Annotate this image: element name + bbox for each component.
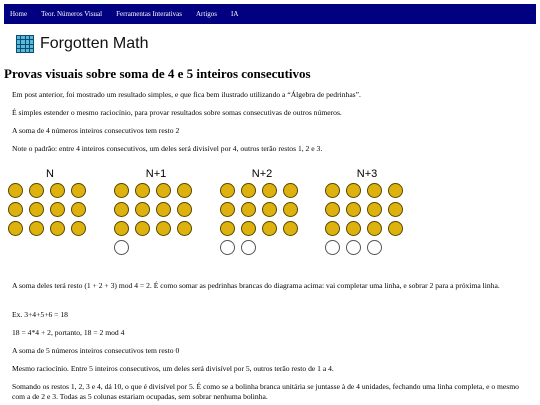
site-logo[interactable]	[16, 35, 149, 53]
pebble-filled	[50, 221, 65, 236]
pebble-filled	[135, 202, 150, 217]
pebble-grid	[8, 183, 92, 240]
pebble-group-label: N+2	[251, 168, 273, 180]
nav-teoria-numeros-visual[interactable]: Teor. Números Visual	[41, 10, 103, 18]
paragraph-pattern: Note o padrão: entre 4 inteiros consecutivos, um deles será divisível por 4, outros terão restos 1, 2 e 3.	[12, 144, 323, 153]
pebble-empty	[114, 240, 129, 255]
pebble-filled	[8, 221, 23, 236]
pebble-filled	[262, 221, 277, 236]
pebble-filled	[388, 221, 403, 236]
pebble-filled	[346, 202, 361, 217]
pebble-filled	[283, 183, 298, 198]
pebble-filled	[177, 202, 192, 217]
pebble-group-4	[325, 168, 409, 259]
pebble-grid	[114, 183, 198, 259]
pebble-filled	[135, 183, 150, 198]
pebble-filled	[8, 183, 23, 198]
pebble-filled	[367, 202, 382, 217]
pebble-group-2	[114, 168, 198, 259]
paragraph-extend: É simples estender o mesmo raciocínio, para provar resultados sobre somas consecutivas de outros números.	[12, 108, 342, 117]
pebble-filled	[388, 202, 403, 217]
top-navbar	[4, 4, 536, 24]
pebble-group-label: N	[46, 168, 54, 180]
pebble-filled	[71, 221, 86, 236]
pebble-filled	[135, 221, 150, 236]
pebble-group-label: N+3	[356, 168, 378, 180]
paragraph-example-mod: 18 = 4*4 + 2, portanto, 18 = 2 mod 4	[12, 328, 125, 337]
paragraph-sum-restos: Somando os restos 1, 2, 3 e 4, dá 10, o que é divisível por 5. É como se a bolinha branca unitária se juntasse à de 4 unidades, fechando uma linha completa, e o mesmo com a de 2 e 3. Todas as 5 colunas estariam ocupadas, sem sobrar nenhuma bolinha.	[12, 382, 519, 401]
pebble-filled	[283, 202, 298, 217]
pebble-filled	[114, 183, 129, 198]
pebble-filled	[283, 221, 298, 236]
nav-home[interactable]: Home	[10, 10, 28, 18]
pebble-filled	[262, 202, 277, 217]
section-heading-sum5: A soma de 5 números inteiros consecutivos tem resto 0	[12, 346, 180, 355]
pebble-empty	[241, 240, 256, 255]
pebble-group-3	[220, 168, 304, 259]
paragraph-example: Ex. 3+4+5+6 = 18	[12, 310, 68, 319]
pebble-filled	[71, 183, 86, 198]
pebble-filled	[325, 221, 340, 236]
site-title: Forgotten Math	[40, 35, 149, 52]
section-heading-sum4: A soma de 4 números inteiros consecutivos tem resto 2	[12, 126, 180, 135]
pebble-filled	[346, 221, 361, 236]
pebble-empty	[367, 240, 382, 255]
pebble-filled	[50, 183, 65, 198]
pebble-filled	[114, 202, 129, 217]
pebble-filled	[325, 202, 340, 217]
page-title: Provas visuais sobre soma de 4 e 5 inteiros consecutivos	[4, 66, 311, 81]
pebble-filled	[220, 221, 235, 236]
pebble-filled	[156, 202, 171, 217]
pebble-filled	[29, 202, 44, 217]
pebble-empty	[325, 240, 340, 255]
pebble-filled	[29, 183, 44, 198]
pebble-filled	[71, 202, 86, 217]
paragraph-intro: Em post anterior, foi mostrado um resultado simples, e que fica bem ilustrado utilizando a “Álgebra de pedrinhas”.	[12, 90, 361, 99]
pebble-filled	[367, 183, 382, 198]
pebble-filled	[346, 183, 361, 198]
pebble-grid	[325, 183, 409, 259]
paragraph-sum-remainder: A soma deles terá resto (1 + 2 + 3) mod 4 = 2. É como somar as pedrinhas brancas do diagrama acima: vai completar uma linha, e sobrar 2 para a próxima linha.	[12, 281, 500, 290]
pebble-group-label: N+1	[145, 168, 167, 180]
grid-icon	[16, 35, 34, 53]
pebble-filled	[241, 202, 256, 217]
pebble-filled	[325, 183, 340, 198]
nav-ia[interactable]: IA	[230, 10, 239, 18]
pebble-grid	[220, 183, 304, 259]
pebble-filled	[241, 183, 256, 198]
pebble-filled	[241, 221, 256, 236]
pebble-empty	[220, 240, 235, 255]
pebble-filled	[114, 221, 129, 236]
pebble-filled	[220, 202, 235, 217]
nav-artigos[interactable]: Artigos	[195, 10, 217, 18]
pebble-filled	[156, 221, 171, 236]
pebble-filled	[29, 221, 44, 236]
pebble-filled	[8, 202, 23, 217]
nav-ferramentas-interativas[interactable]: Ferramentas Interativas	[116, 10, 182, 18]
pebble-empty	[346, 240, 361, 255]
pebble-filled	[177, 183, 192, 198]
pebble-filled	[177, 221, 192, 236]
pebble-filled	[367, 221, 382, 236]
paragraph-same-reasoning: Mesmo raciocínio. Entre 5 inteiros consecutivos, um deles será divisível por 5, outros terão resto de 1 a 4.	[12, 364, 334, 373]
pebble-filled	[50, 202, 65, 217]
pebble-filled	[262, 183, 277, 198]
pebble-group-1	[8, 168, 92, 240]
pebble-filled	[156, 183, 171, 198]
pebble-filled	[388, 183, 403, 198]
pebble-filled	[220, 183, 235, 198]
